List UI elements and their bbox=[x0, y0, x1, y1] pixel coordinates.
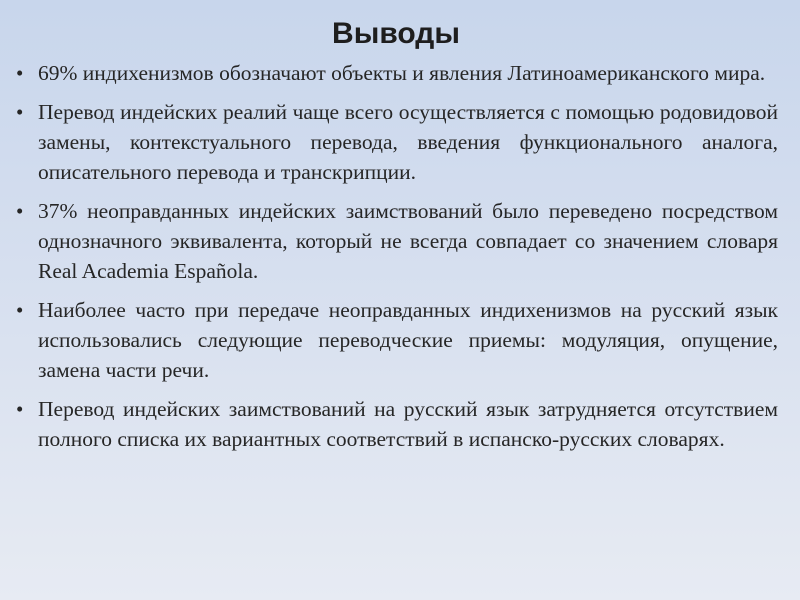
bullet-dot-icon: • bbox=[16, 199, 24, 223]
bullet-item bbox=[14, 97, 778, 187]
bullet-text: 37% неоправданных индейских заимствований было переведено посредством однозначного эквивалента, который не всегда совпадает со значением словаря Real Academia Española. bbox=[38, 199, 778, 283]
bullet-item bbox=[14, 394, 778, 454]
bullet-text: Перевод индейских реалий чаще всего осуществляется с помощью родовидовой замены, контекстуального перевода, введения функционального аналога, описательного перевода и транскрипции. bbox=[38, 100, 778, 184]
bullet-text: 69% индихенизмов обозначают объекты и явления Латиноамериканского мира. bbox=[38, 61, 766, 85]
bullet-text: Перевод индейских заимствований на русский язык затрудняется отсутствием полного списка их вариантных соответствий в испанско-русских словарях. bbox=[38, 397, 778, 451]
bullet-text: Наиболее часто при передаче неоправданных индихенизмов на русский язык использовались следующие переводческие приемы: модуляция, опущение, замена части речи. bbox=[38, 298, 778, 382]
bullet-item bbox=[14, 196, 778, 286]
bullet-dot-icon: • bbox=[16, 61, 24, 85]
slide-title: Выводы bbox=[332, 17, 460, 50]
bullet-list bbox=[14, 58, 778, 454]
bullet-item bbox=[14, 58, 778, 88]
bullet-dot-icon: • bbox=[16, 100, 24, 124]
bullet-dot-icon: • bbox=[16, 397, 24, 421]
bullet-dot-icon: • bbox=[16, 298, 24, 322]
bullet-item bbox=[14, 295, 778, 385]
